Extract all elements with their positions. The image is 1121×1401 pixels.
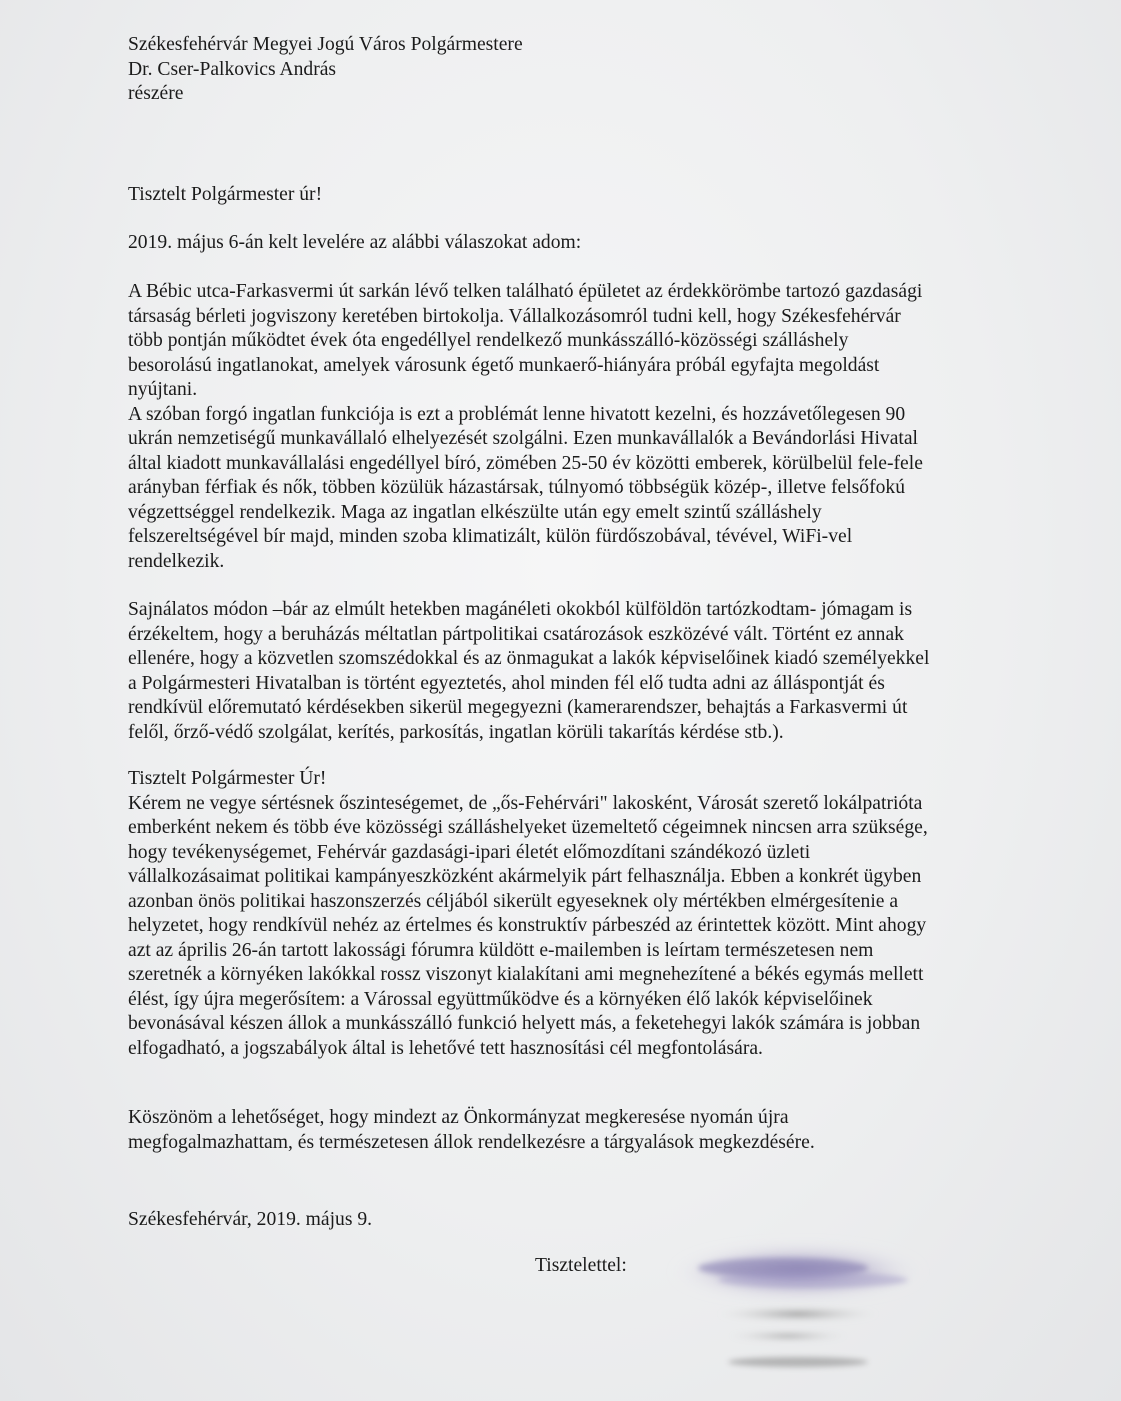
paragraph-line: Köszönöm a lehetőséget, hogy mindezt az Önkormányzat megkeresése nyomán újra [128,1107,789,1128]
date-line: Székesfehérvár, 2019. május 9. [128,1209,373,1230]
paragraph-line: elfogadható, a jogszabályok által is lehetővé tett hasznosítási cél megfontolására. [128,1037,763,1059]
paragraph-line: vállalkozásaimat politikai kampányeszközként akármelyik párt felhasználja. Ebben a konkrét ügyben [128,866,922,887]
paragraph-line: azt az április 26-án tartott lakossági fórumra küldött e-mailemben is leírtam természetesen nem [128,939,874,961]
paragraph-line: felől, őrző-védő szolgálat, kerítés, parkosítás, ingatlan körüli takarítás kérdése stb.). [128,721,784,743]
paragraph-line: végzettséggel rendelkezik. Maga az ingatlan elkészülte után egy emelt szintű szálláshely [128,501,822,523]
paragraph-line: rendkívül előremutató kérdésekben sikerül megegyezni (kamerarendszer, behajtás a Farkasvermi út [128,697,908,718]
paragraph-line: A Bébic utca-Farkasvermi út sarkán lévő telken található épületet az érdekkörömbe tartozó gazdasági [128,281,923,302]
addressee-line: Dr. Cser-Palkovics András [128,58,337,80]
paragraph-line: ellenére, hogy a közvetlen szomszédokkal és az önmagukat a lakók képviselőinek kiadó személyekkel [128,648,930,669]
paragraph-line: megfogalmazhattam, és természetesen állok rendelkezésre a tárgyalások megkezdésére. [128,1131,815,1153]
paragraph-line: bevonásával készen állok a munkásszálló funkció helyett más, a feketehegyi lakók számára is jobban [128,1013,921,1034]
paragraph-appeal [128,767,928,1061]
paragraph-line: nyújtani. [128,379,198,400]
paragraph-line: arányban férfiak és nők, többen közülük házastársak, túlnyomó többségük közép-, illetve felsőfokú [128,477,905,498]
paragraph-line: rendelkezik. [128,550,225,572]
blurred-signature-icon [648,1232,948,1377]
paragraph-line: besorolású ingatlanokat, amelyek városunk égető munkaerő-hiányára próbál egyfajta megoldást [128,354,880,376]
paragraph-line: Sajnálatos módon –bár az elmúlt hetekben magánéleti okokból külföldön tartózkodtam- jómagam is [128,599,913,620]
paragraph-political-dispute [128,598,929,745]
paragraph-thanks [128,1106,815,1155]
salutation: Tisztelt Polgármester úr! [128,184,323,205]
addressee-block [128,33,523,107]
signature-blur-shadow [728,1330,848,1342]
intro-line: 2019. május 6-án kelt levelére az alábbi válaszokat adom: [128,232,582,253]
paragraph-line: szeretnék a környéken lakókkal rossz viszonyt kialakítani ami megnehezítené a békés egymás mellett [128,964,924,985]
paragraph-line: A szóban forgó ingatlan funkciója is ezt a problémát lenne hivatott kezelni, és hozzávetőlegesen 90 [128,403,906,425]
paragraph-line: több pontján működtet évek óta engedéllyel rendelkező munkásszálló-közösségi szálláshely [128,330,849,351]
paragraph-line: társaság bérleti jogviszony keretében birtokolja. Vállalkozásomról tudni kell, hogy Székesfehérvár [128,305,901,327]
addressee-line: Székesfehérvár Megyei Jogú Város Polgármestere [128,34,523,55]
paragraph-line: felszereltségével bír majd, minden szoba klimatizált, külön fürdőszobával, tévével, WiFi-vel [128,526,853,547]
paragraph-line: érzékeltem, hogy a beruházás méltatlan pártpolitikai csatározások eszközévé vált. Történt ez annak [128,623,904,645]
paragraph-line: a Polgármesteri Hivatalban is történt egyeztetés, ahol minden fél elő tudta adni az álláspontját és [128,672,885,694]
paragraph-line: Tisztelt Polgármester Úr! [128,768,327,789]
paragraph-building-use [128,280,923,574]
paragraph-line: által kiadott munkavállalási engedéllyel bíró, zömében 25-50 év közötti emberek, körülbelül fele-fele [128,452,923,474]
paragraph-line: hogy tevékenységemet, Fehérvár gazdasági-ipari életét előmozdítani szándékozó üzleti [128,841,811,863]
signature-blur-shadow [718,1306,878,1322]
paragraph-line: helyzetet, hogy rendkívül nehéz az értelmes és konstruktív párbeszéd az érintettek között. Mint ahogy [128,915,927,936]
paragraph-line: azonban önös politikai haszonszerzés céljából sikerült egyeseknek oly mértékben elmérgesítenie a [128,890,899,912]
signature-blur-shadow [728,1357,868,1367]
signature-blur-stroke [718,1272,908,1288]
addressee-line: részére [128,83,184,104]
paragraph-line: emberként nekem és több éve közösségi szálláshelyeket üzemeltető cégeimnek nincsen arra szüksége, [128,817,928,838]
paragraph-line: ukrán nemzetiségű munkavállaló elhelyezését szolgálni. Ezen munkavállalók a Bevándorlási Hivatal [128,428,918,449]
closing-salutation: Tisztelettel: [535,1255,627,1276]
paragraph-line: élést, így újra megerősítem: a Várossal együttműködve és a környéken élő lakók képviselőinek [128,988,873,1010]
paragraph-line: Kérem ne vegye sértésnek őszinteségemet, de „ős-Fehérvári" lakosként, Városát szerető lokálpatrióta [128,792,923,814]
